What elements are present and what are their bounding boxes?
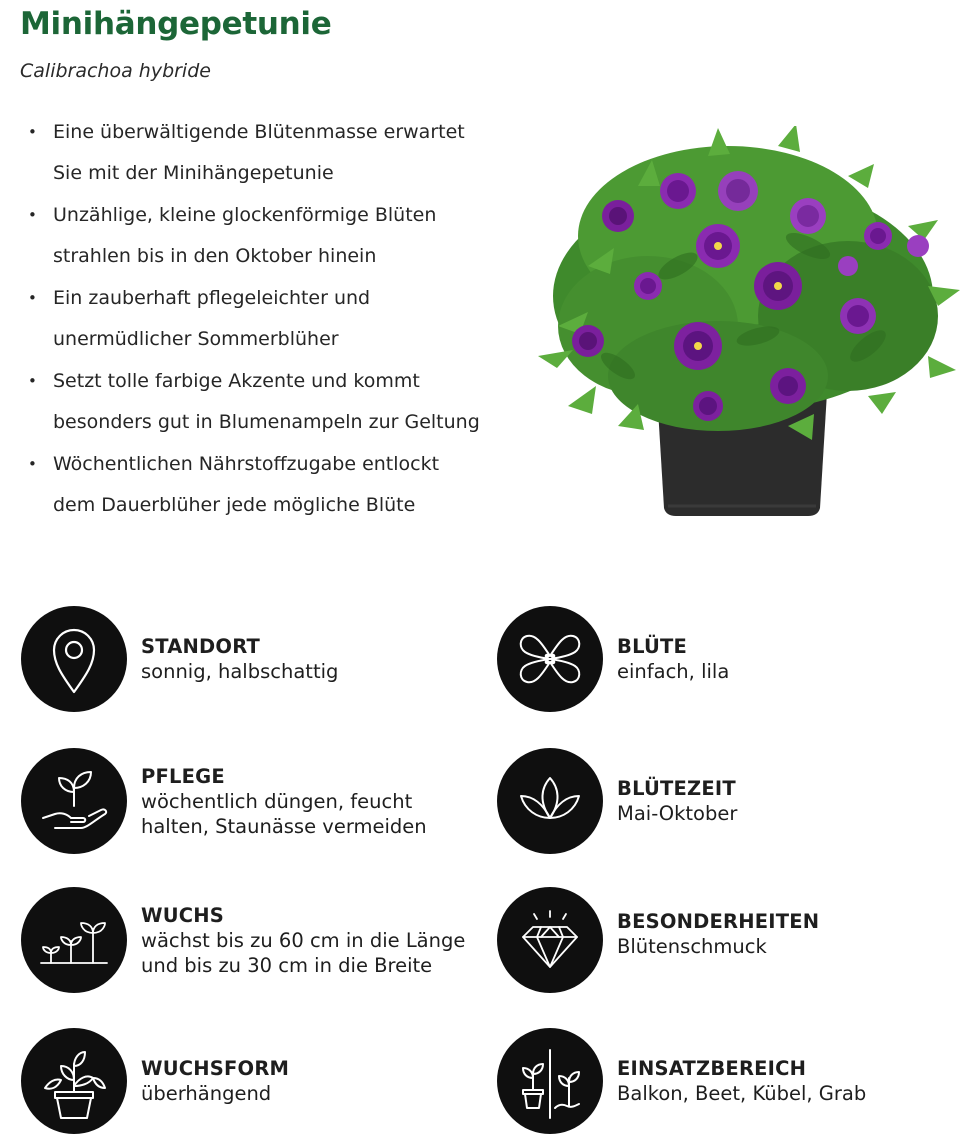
bullet-item [24, 112, 504, 194]
feature-label: WUCHSFORM [141, 1057, 290, 1080]
bullet-line-2: dem Dauerblüher jede mögliche Blüte [53, 494, 416, 516]
feature-label: BESONDERHEITEN [617, 910, 820, 933]
bullet-line-1: Ein zauberhaft pflegeleichter und [53, 287, 371, 309]
feature-value-line-1: wächst bis zu 60 cm in die Länge [141, 929, 466, 952]
pot-and-soil-plant-icon [497, 1028, 603, 1134]
feature-einsatzbereich [497, 1028, 937, 1134]
feature-bullet-list [24, 112, 504, 527]
bullet-line-1: Setzt tolle farbige Akzente und kommt [53, 370, 420, 392]
bullet-line-1: Eine überwältigende Blütenmasse erwartet [53, 121, 465, 143]
growing-plants-icon [21, 887, 127, 993]
lotus-icon [497, 748, 603, 854]
feature-label: BLÜTE [617, 635, 688, 658]
location-pin-icon [21, 606, 127, 712]
bullet-line-1: Wöchentlichen Nährstoffzugabe entlockt [53, 453, 440, 475]
bullet-dot: • [28, 289, 37, 307]
bullet-dot: • [28, 455, 37, 473]
feature-bluetezeit [497, 748, 937, 854]
feature-value: Balkon, Beet, Kübel, Grab [617, 1082, 867, 1105]
feature-value: Blütenschmuck [617, 935, 767, 958]
feature-label: PFLEGE [141, 765, 225, 788]
feature-label: BLÜTEZEIT [617, 777, 736, 800]
product-title: Minihängepetunie [20, 6, 332, 42]
bullet-dot: • [28, 372, 37, 390]
feature-value: sonnig, halbschattig [141, 660, 339, 683]
potted-plant-icon [21, 1028, 127, 1134]
feature-value: überhängend [141, 1082, 272, 1105]
feature-label: EINSATZBEREICH [617, 1057, 807, 1080]
botanical-name: Calibrachoa hybride [20, 60, 211, 82]
diamond-icon [497, 887, 603, 993]
foliage [538, 126, 960, 440]
bullet-item [24, 361, 504, 443]
feature-value: Mai-Oktober [617, 802, 738, 825]
bullet-dot: • [28, 123, 37, 141]
bullet-dot: • [28, 206, 37, 224]
bullet-item [24, 444, 504, 526]
bullet-line-2: unermüdlicher Sommerblüher [53, 328, 339, 350]
feature-value: einfach, lila [617, 660, 730, 683]
feature-value-line-1: wöchentlich düngen, feucht [141, 790, 413, 813]
feature-label: WUCHS [141, 904, 225, 927]
bullet-line-2: strahlen bis in den Oktober hinein [53, 245, 377, 267]
bullet-line-2: besonders gut in Blumenampeln zur Geltung [53, 411, 480, 433]
flower-icon [497, 606, 603, 712]
product-photo-potted-petunia [528, 126, 968, 526]
feature-besonderheiten [497, 887, 937, 993]
feature-standort [21, 606, 461, 712]
feature-value-line-2: halten, Staunässe vermeiden [141, 815, 427, 838]
feature-label: STANDORT [141, 635, 261, 658]
bullet-item [24, 195, 504, 277]
feature-wuchs [21, 887, 481, 993]
feature-pflege [21, 748, 481, 854]
bullet-line-1: Unzählige, kleine glockenförmige Blüten [53, 204, 437, 226]
feature-bluete [497, 606, 937, 712]
feature-value-line-2: und bis zu 30 cm in die Breite [141, 954, 433, 977]
feature-wuchsform [21, 1028, 461, 1134]
bullet-line-2: Sie mit der Minihängepetunie [53, 162, 334, 184]
bullet-item [24, 278, 504, 360]
hand-seedling-icon [21, 748, 127, 854]
